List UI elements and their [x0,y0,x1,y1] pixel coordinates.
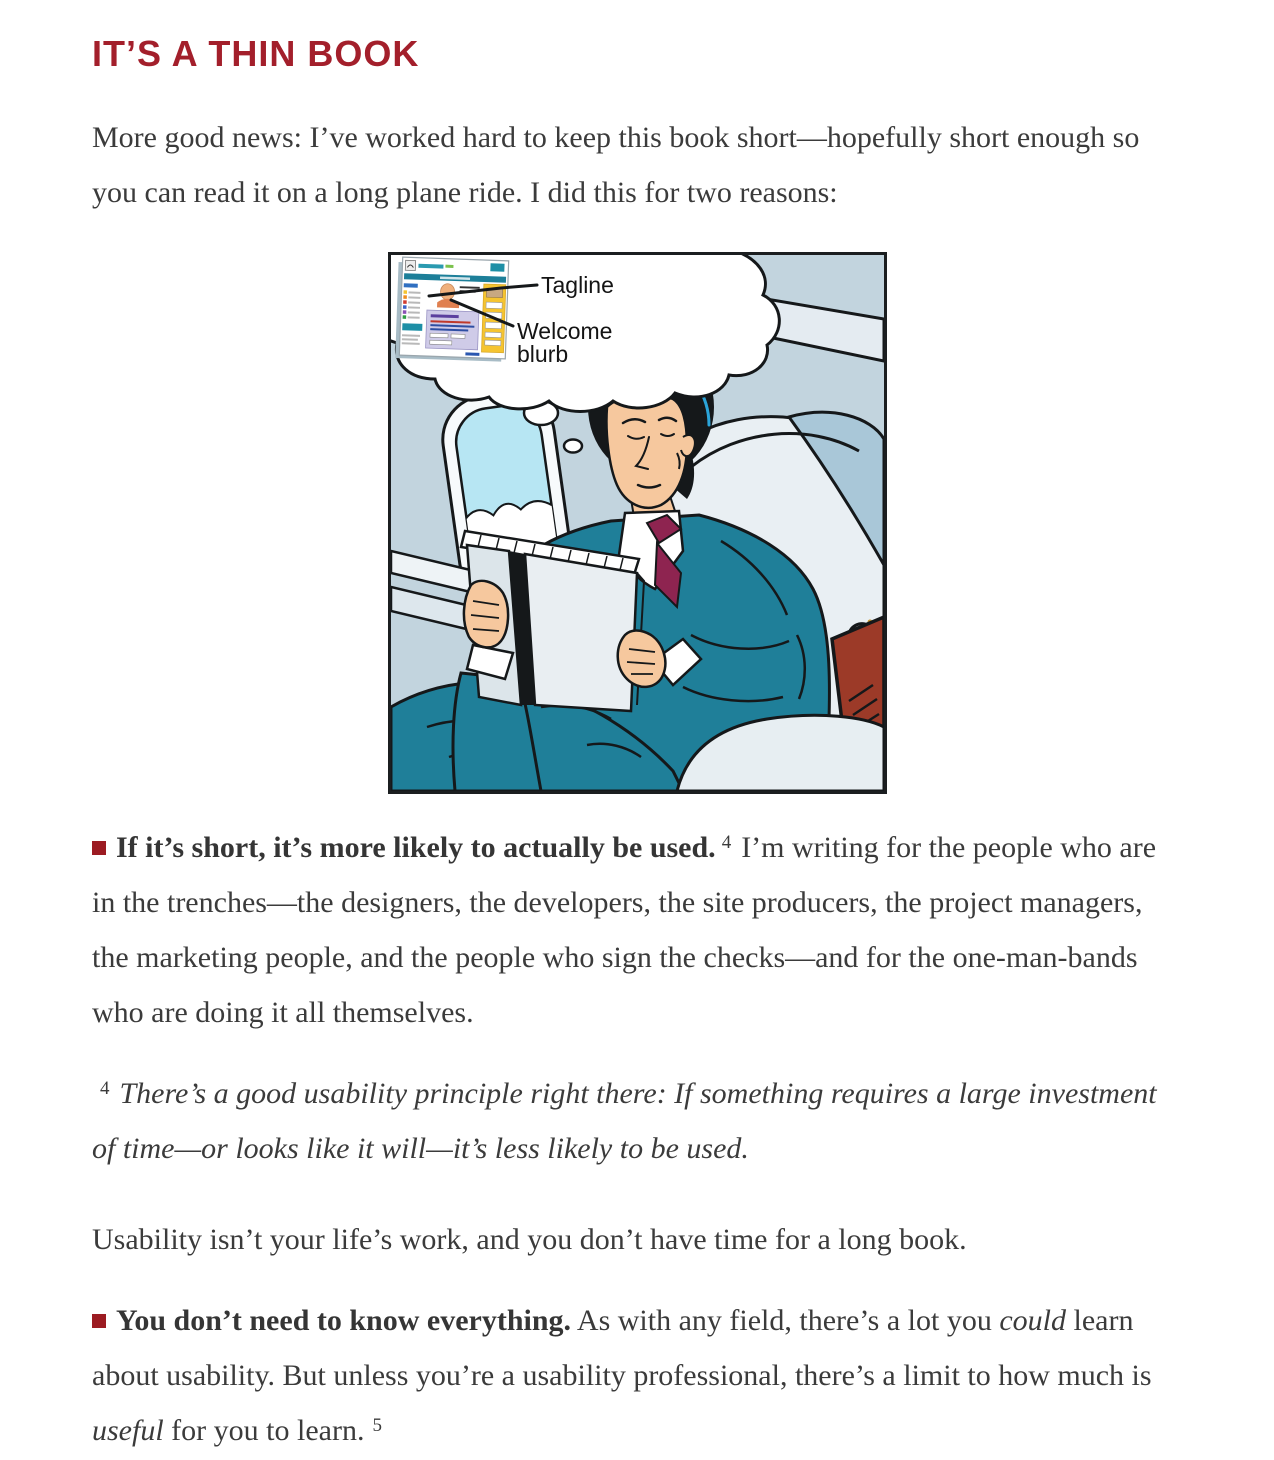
bullet1-bold-lead: If it’s short, it’s more likely to actually be used. [116,831,716,864]
footnote-ref-5: 5 [372,1415,382,1436]
bullet-point-short-book [92,820,1182,1040]
bullet1-text: I’m writing for the people who are in the trenches—the designers, the developers, the site producers, the project managers, the marketing people, and the people who sign the checks—and for the one-man-bands who are doing it all themselves. [92,831,1157,1029]
bullet-square-icon [92,1314,106,1328]
bullet2-text-pre: As with any field, there’s a lot you [576,1304,992,1337]
bullet2-text-mid: learn about usability. But unless you’re a usability professional, there’s a limit to how much is [92,1304,1152,1392]
welcome-label-line2: blurb [516,341,568,367]
ear [681,435,695,456]
usability-paragraph: Usability isn’t your life’s work, and you don’t have time for a long book. [92,1223,967,1256]
welcome-photo [440,284,455,300]
footnote-marker-4: 4 [100,1078,110,1099]
webpage-thumbnail [395,257,508,362]
bullet-point-know-everything [92,1293,1182,1458]
footnote-text: There’s a good usability principle right there: If something requires a large investment of time—or looks like it will—it’s less likely to be used. [92,1077,1157,1165]
illustration-canvas [391,255,884,791]
left-hand [463,581,507,648]
tagline-label: Tagline [540,272,614,298]
bubble-trail-small [564,440,582,453]
bullet2-italic-could: could [999,1304,1066,1337]
airplane-reader-illustration [388,252,887,794]
bullet-square-icon [92,841,106,855]
intro-paragraph: More good news: I’ve worked hard to keep this book short—hopefully short enough so you can read it on a long plane ride. I did this for two reasons: [92,121,1140,209]
footnote-ref-4: 4 [721,832,732,853]
book-right-page [525,554,637,711]
section-heading: IT’S A THIN BOOK [92,33,420,74]
welcome-label-line1: Welcome [516,318,612,344]
footnote-4 [92,1066,1182,1176]
bullet2-bold-lead: You don’t need to know everything. [116,1304,572,1337]
bullet2-italic-useful: useful [92,1414,164,1447]
left-nav-title [403,283,417,287]
bullet2-text-post: for you to learn. [171,1414,365,1447]
